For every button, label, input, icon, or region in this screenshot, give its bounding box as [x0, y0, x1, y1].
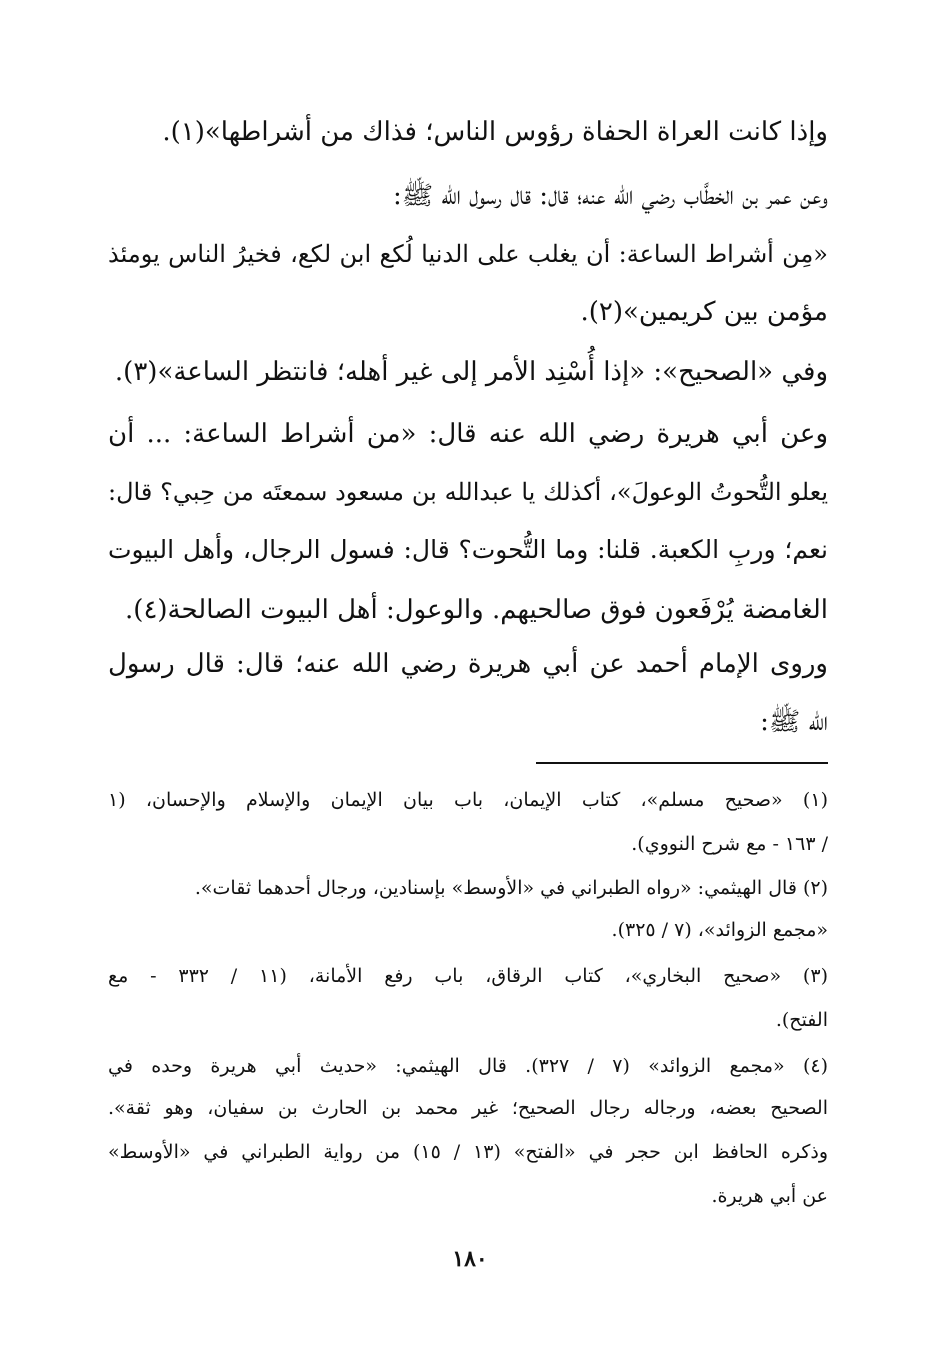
body-line: الله ﷺ: — [760, 707, 828, 737]
body-line: وفي «الصحيح»: «إذا أُسْنِد الأمر إلى غير أهله؛ فانتظر الساعة»(٣). — [114, 357, 828, 387]
footnote-line: (١) «صحيح مسلم»، كتاب الإيمان، باب بيان الإيمان والإسلام والإحسان، (١ — [108, 789, 828, 811]
footnote-line: «مجمع الزوائد»، (٧ / ٣٢٥). — [611, 919, 828, 941]
footnote-line: / ١٦٣ - مع شرح النووي). — [631, 833, 828, 855]
footnote-line: الفتح). — [775, 1009, 828, 1031]
body-line: يعلو التُّحوتُ الوعولَ»، أكذلك يا عبدالله بن مسعود سمعتَه من حِبي؟ قال: — [108, 478, 829, 506]
body-line: وعن أبي هريرة رضي الله عنه قال: «من أشراط الساعة: ... أن — [108, 419, 828, 449]
body-line: «مِن أشراط الساعة: أن يغلب على الدنيا لُكع ابن لكع، فخيرُ الناس يومئذ — [108, 240, 828, 268]
body-line: وإذا كانت العراة الحفاة رؤوس الناس؛ فذاك من أشراطها»(١). — [162, 117, 828, 147]
footnote-line: وذكره الحافظ ابن حجر في «الفتح» (١٣ / ١٥) من رواية الطبراني في «الأوسط» — [108, 1141, 829, 1163]
footnote-line: (٢) قال الهيثمي: «رواه الطبراني في «الأوسط» بإسنادين، ورجال أحدهما ثقات». — [194, 877, 828, 899]
footnote-line: (٣) «صحيح البخاري»، كتاب الرقاق، باب رفع الأمانة، (١١ / ٣٣٢ - مع — [108, 965, 828, 987]
body-line: مؤمن بين كريمين»(٢). — [580, 297, 828, 327]
footnote-separator — [536, 762, 828, 764]
body-line: وعن عمر بن الخطَّاب رضي الله عنه؛ قال: قال رسول الله ﷺ: — [392, 181, 828, 211]
footnote-line: عن أبي هريرة. — [711, 1185, 828, 1207]
body-line: نعم؛ وربِ الكعبة. قلنا: وما التُّحوت؟ قال: فسول الرجال، وأهل البيوت — [108, 535, 828, 564]
footnote-line: (٤) «مجمع الزوائد» (٧ / ٣٢٧). قال الهيثمي: «حديث أبي هريرة وحده في — [108, 1055, 829, 1077]
body-line: الغامضة يُرْفَعون فوق صالحيهم. والوعول: أهل البيوت الصالحة(٤). — [125, 595, 828, 625]
body-line: وروى الإمام أحمد عن أبي هريرة رضي الله عنه؛ قال: قال رسول — [108, 649, 828, 679]
page-number: ١٨٠ — [452, 1246, 488, 1272]
footnote-line: الصحيح بعضه، ورجاله رجال الصحيح؛ غير محمد بن الحارث بن سفيان، وهو ثقة». — [108, 1097, 828, 1119]
